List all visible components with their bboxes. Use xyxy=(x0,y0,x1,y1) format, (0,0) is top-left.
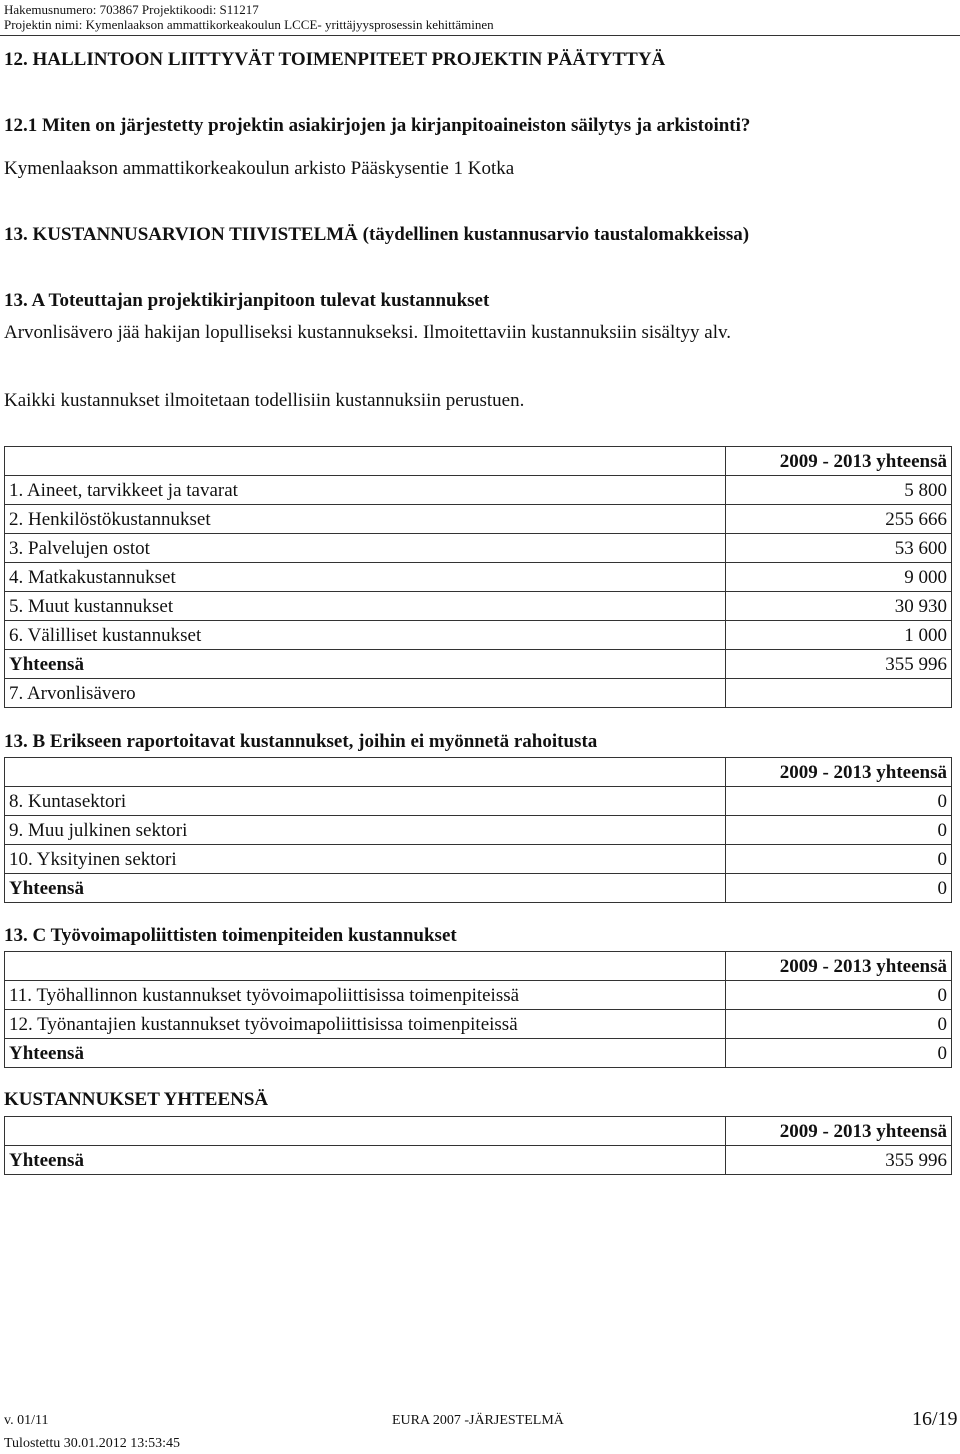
total-label: Yhteensä xyxy=(5,1039,726,1068)
row-value: 0 xyxy=(726,981,952,1010)
row-value: 255 666 xyxy=(726,505,952,534)
section-13a-title: 13. A Toteuttajan projektikirjanpitoon tulevat kustannukset xyxy=(4,290,490,311)
row-label: 9. Muu julkinen sektori xyxy=(5,816,726,845)
cost-table-a xyxy=(4,446,952,708)
row-label: 7. Arvonlisävero xyxy=(5,679,726,708)
total-label: Yhteensä xyxy=(5,650,726,679)
table-row xyxy=(5,845,952,874)
footer-page-number: 16/19 xyxy=(912,1408,958,1430)
cost-table-total xyxy=(4,1116,952,1175)
section-13a-note-vat: Arvonlisävero jää hakijan lopulliseksi kustannukseksi. Ilmoitettaviin kustannuksiin sisältyy alv. xyxy=(4,322,732,343)
row-value: 0 xyxy=(726,787,952,816)
total-row xyxy=(5,874,952,903)
row-label: 1. Aineet, tarvikkeet ja tavarat xyxy=(5,476,726,505)
section-13c-title: 13. C Työvoimapoliittisten toimenpiteiden kustannukset xyxy=(4,925,457,946)
section-13a-note-actual: Kaikki kustannukset ilmoitetaan todellisiin kustannuksiin perustuen. xyxy=(4,390,525,411)
table-header-row xyxy=(5,447,952,476)
project-name-line: Projektin nimi: Kymenlaakson ammattikorkeakoulun LCCE- yrittäjyysprosessin kehittäminen xyxy=(4,17,494,32)
table-row xyxy=(5,505,952,534)
table-row xyxy=(5,679,952,708)
row-value: 0 xyxy=(726,845,952,874)
section-12-1-answer: Kymenlaakson ammattikorkeakoulun arkisto Pääskysentie 1 Kotka xyxy=(4,158,515,179)
row-label: 5. Muut kustannukset xyxy=(5,592,726,621)
row-value: 0 xyxy=(726,1010,952,1039)
row-label: 2. Henkilöstökustannukset xyxy=(5,505,726,534)
total-label: Yhteensä xyxy=(5,874,726,903)
row-label: 12. Työnantajien kustannukset työvoimapoliittisissa toimenpiteissä xyxy=(5,1010,726,1039)
table-header-empty xyxy=(5,1117,726,1146)
table-header-empty xyxy=(5,447,726,476)
table-row xyxy=(5,476,952,505)
period-header: 2009 - 2013 yhteensä xyxy=(726,1117,952,1146)
total-label: Yhteensä xyxy=(5,1146,726,1175)
section-12-title: 12. HALLINTOON LIITTYVÄT TOIMENPITEET PROJEKTIN PÄÄTYTTYÄ xyxy=(4,49,666,70)
table-header-row xyxy=(5,952,952,981)
row-label: 8. Kuntasektori xyxy=(5,787,726,816)
total-value: 355 996 xyxy=(726,1146,952,1175)
table-row xyxy=(5,981,952,1010)
row-label: 10. Yksityinen sektori xyxy=(5,845,726,874)
row-value: 5 800 xyxy=(726,476,952,505)
cost-table-b xyxy=(4,757,952,903)
table-header-empty xyxy=(5,952,726,981)
footer-system: EURA 2007 -JÄRJESTELMÄ xyxy=(392,1413,564,1428)
period-header: 2009 - 2013 yhteensä xyxy=(726,952,952,981)
row-value: 0 xyxy=(726,816,952,845)
application-header-line: Hakemusnumero: 703867 Projektikoodi: S11217 xyxy=(4,2,259,17)
table-row xyxy=(5,816,952,845)
period-header: 2009 - 2013 yhteensä xyxy=(726,447,952,476)
row-label: 11. Työhallinnon kustannukset työvoimapoliittisissa toimenpiteissä xyxy=(5,981,726,1010)
table-header-row xyxy=(5,758,952,787)
costs-total-title: KUSTANNUKSET YHTEENSÄ xyxy=(4,1089,269,1110)
row-value: 1 000 xyxy=(726,621,952,650)
total-row xyxy=(5,650,952,679)
footer-printed: Tulostettu 30.01.2012 13:53:45 xyxy=(4,1436,181,1451)
total-value: 0 xyxy=(726,874,952,903)
row-value: 9 000 xyxy=(726,563,952,592)
section-13-title: 13. KUSTANNUSARVION TIIVISTELMÄ (täydellinen kustannusarvio taustalomakkeissa) xyxy=(4,224,750,245)
footer-version: v. 01/11 xyxy=(4,1413,49,1428)
period-header: 2009 - 2013 yhteensä xyxy=(726,758,952,787)
table-row xyxy=(5,1010,952,1039)
row-label: 4. Matkakustannukset xyxy=(5,563,726,592)
table-row xyxy=(5,563,952,592)
header-divider xyxy=(0,35,960,36)
total-row xyxy=(5,1039,952,1068)
section-12-1-question: 12.1 Miten on järjestetty projektin asiakirjojen ja kirjanpitoaineiston säilytys ja arkistointi? xyxy=(4,115,751,136)
row-value: 30 930 xyxy=(726,592,952,621)
row-label: 3. Palvelujen ostot xyxy=(5,534,726,563)
cost-table-c xyxy=(4,951,952,1068)
table-header-row xyxy=(5,1117,952,1146)
section-13b-title: 13. B Erikseen raportoitavat kustannukset, joihin ei myönnetä rahoitusta xyxy=(4,731,598,752)
row-value xyxy=(726,679,952,708)
table-header-empty xyxy=(5,758,726,787)
table-row xyxy=(5,534,952,563)
table-row xyxy=(5,787,952,816)
total-value: 355 996 xyxy=(726,650,952,679)
row-value: 53 600 xyxy=(726,534,952,563)
total-value: 0 xyxy=(726,1039,952,1068)
row-label: 6. Välilliset kustannukset xyxy=(5,621,726,650)
table-row xyxy=(5,621,952,650)
table-row xyxy=(5,592,952,621)
total-row xyxy=(5,1146,952,1175)
